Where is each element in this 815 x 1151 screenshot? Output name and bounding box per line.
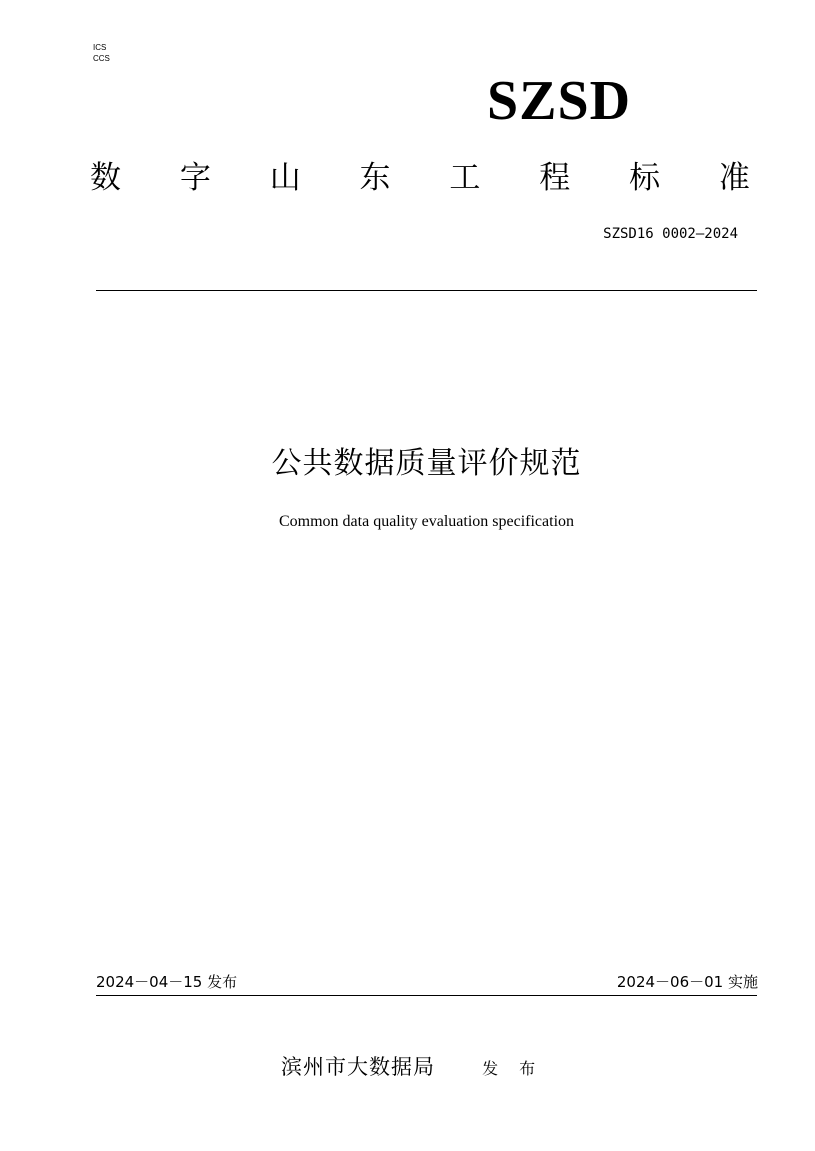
document-title-chinese: 公共数据质量评价规范 xyxy=(271,446,582,481)
header-divider xyxy=(96,290,757,291)
standard-logo: SZSD xyxy=(487,70,632,132)
ccs-label: CCS xyxy=(93,54,110,63)
standard-title-char: 标 xyxy=(629,160,661,196)
document-title-english: Common data quality evaluation specification xyxy=(278,513,575,530)
standard-title-char: 东 xyxy=(359,160,391,196)
standard-title-char: 山 xyxy=(269,160,301,196)
effective-date: 2024－06－01 实施 xyxy=(616,973,758,991)
footer-divider xyxy=(96,995,757,996)
standard-title-char: 程 xyxy=(539,160,571,196)
standard-title-char: 数 xyxy=(90,160,121,196)
publish-date: 2024－04－15 发布 xyxy=(96,973,238,991)
issuer-block xyxy=(281,1053,543,1083)
standard-number: SZSD16 0002—2024 xyxy=(603,226,738,242)
standard-category-title xyxy=(90,156,750,200)
standard-title-char: 工 xyxy=(449,160,481,196)
issue-label: 发 布 xyxy=(482,1059,544,1078)
standard-title-char: 准 xyxy=(718,160,750,196)
ics-label: ICS xyxy=(93,43,107,52)
standard-title-char: 字 xyxy=(179,160,211,196)
issuing-authority: 滨州市大数据局 xyxy=(281,1055,435,1079)
